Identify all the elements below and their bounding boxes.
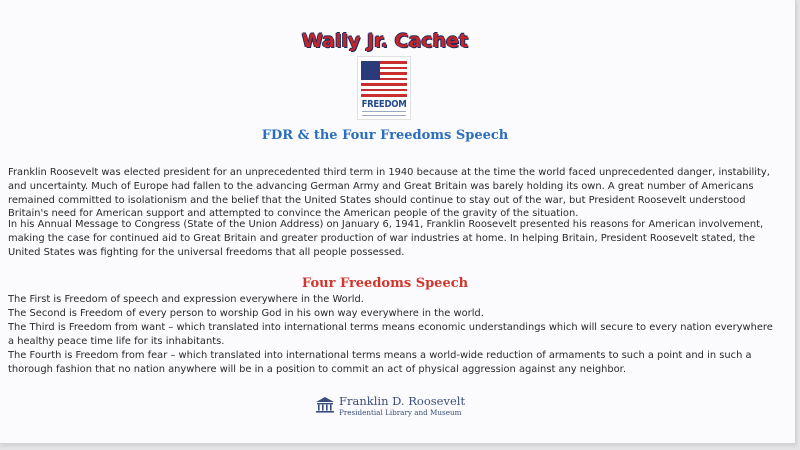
freedom-text: The Fourth is Freedom from fear – which translated into international terms means a world-wide reduction of armaments to such a point and in such a thorough fashion that no nation anywhere will be in a position to commit an act of physical aggression against any neighbor. [8, 350, 752, 375]
annual-message-paragraph [8, 218, 778, 259]
freedom-text: The Second is Freedom of every person to worship God in his own way everywhere in the world. [8, 308, 484, 319]
freedom-item-fear [8, 349, 778, 377]
logo-subtitle: Presidential Library and Museum [339, 408, 462, 417]
freedom-item-worship [8, 307, 778, 321]
freedom-stamp [357, 56, 411, 120]
cachet-title: Wally Jr. Cachet [301, 30, 469, 52]
intro-paragraph [8, 166, 778, 221]
paragraph-text: Franklin Roosevelt was elected president for an unprecedented third term in 1940 because at the time the world faced unprecedented danger, instability, and uncertainty. Much of Europe had fallen to the advancing German Army and Great Britain was barely holding its own. A great number of Americans remained committed to isolationism and the belief that the United States should continue to stay out of the war, but President Roosevelt understood Britain's need for American support and attempted to convince the American people of the gravity of the situation. [8, 167, 770, 220]
stamp-rule [362, 111, 406, 116]
freedom-text: The First is Freedom of speech and expression everywhere in the World. [8, 294, 364, 305]
section-heading-fdr: FDR & the Four Freedoms Speech [261, 128, 509, 143]
freedom-item-want [8, 321, 778, 349]
stamp-caption: FREEDOM [361, 99, 407, 110]
fdr-library-logo [315, 394, 475, 418]
freedom-item-speech [8, 293, 778, 307]
library-building-icon [315, 396, 335, 413]
section-heading-four-freedoms: Four Freedoms Speech [301, 276, 469, 291]
american-flag-icon [361, 61, 407, 97]
paragraph-text: In his Annual Message to Congress (State of the Union Address) on January 6, 1941, Franklin Roosevelt presented his reasons for American involvement, making the case for continued aid to Great Britain and greater production of war industries at home. In helping Britain, President Roosevelt stated, the United States was fighting for the universal freedoms that all people possessed. [8, 219, 764, 258]
freedom-text: The Third is Freedom from want – which translated into international terms means economic understandings which will secure to every nation everywhere a healthy peace time life for its inhabitants. [8, 322, 773, 347]
logo-name: Franklin D. Roosevelt [339, 394, 466, 408]
